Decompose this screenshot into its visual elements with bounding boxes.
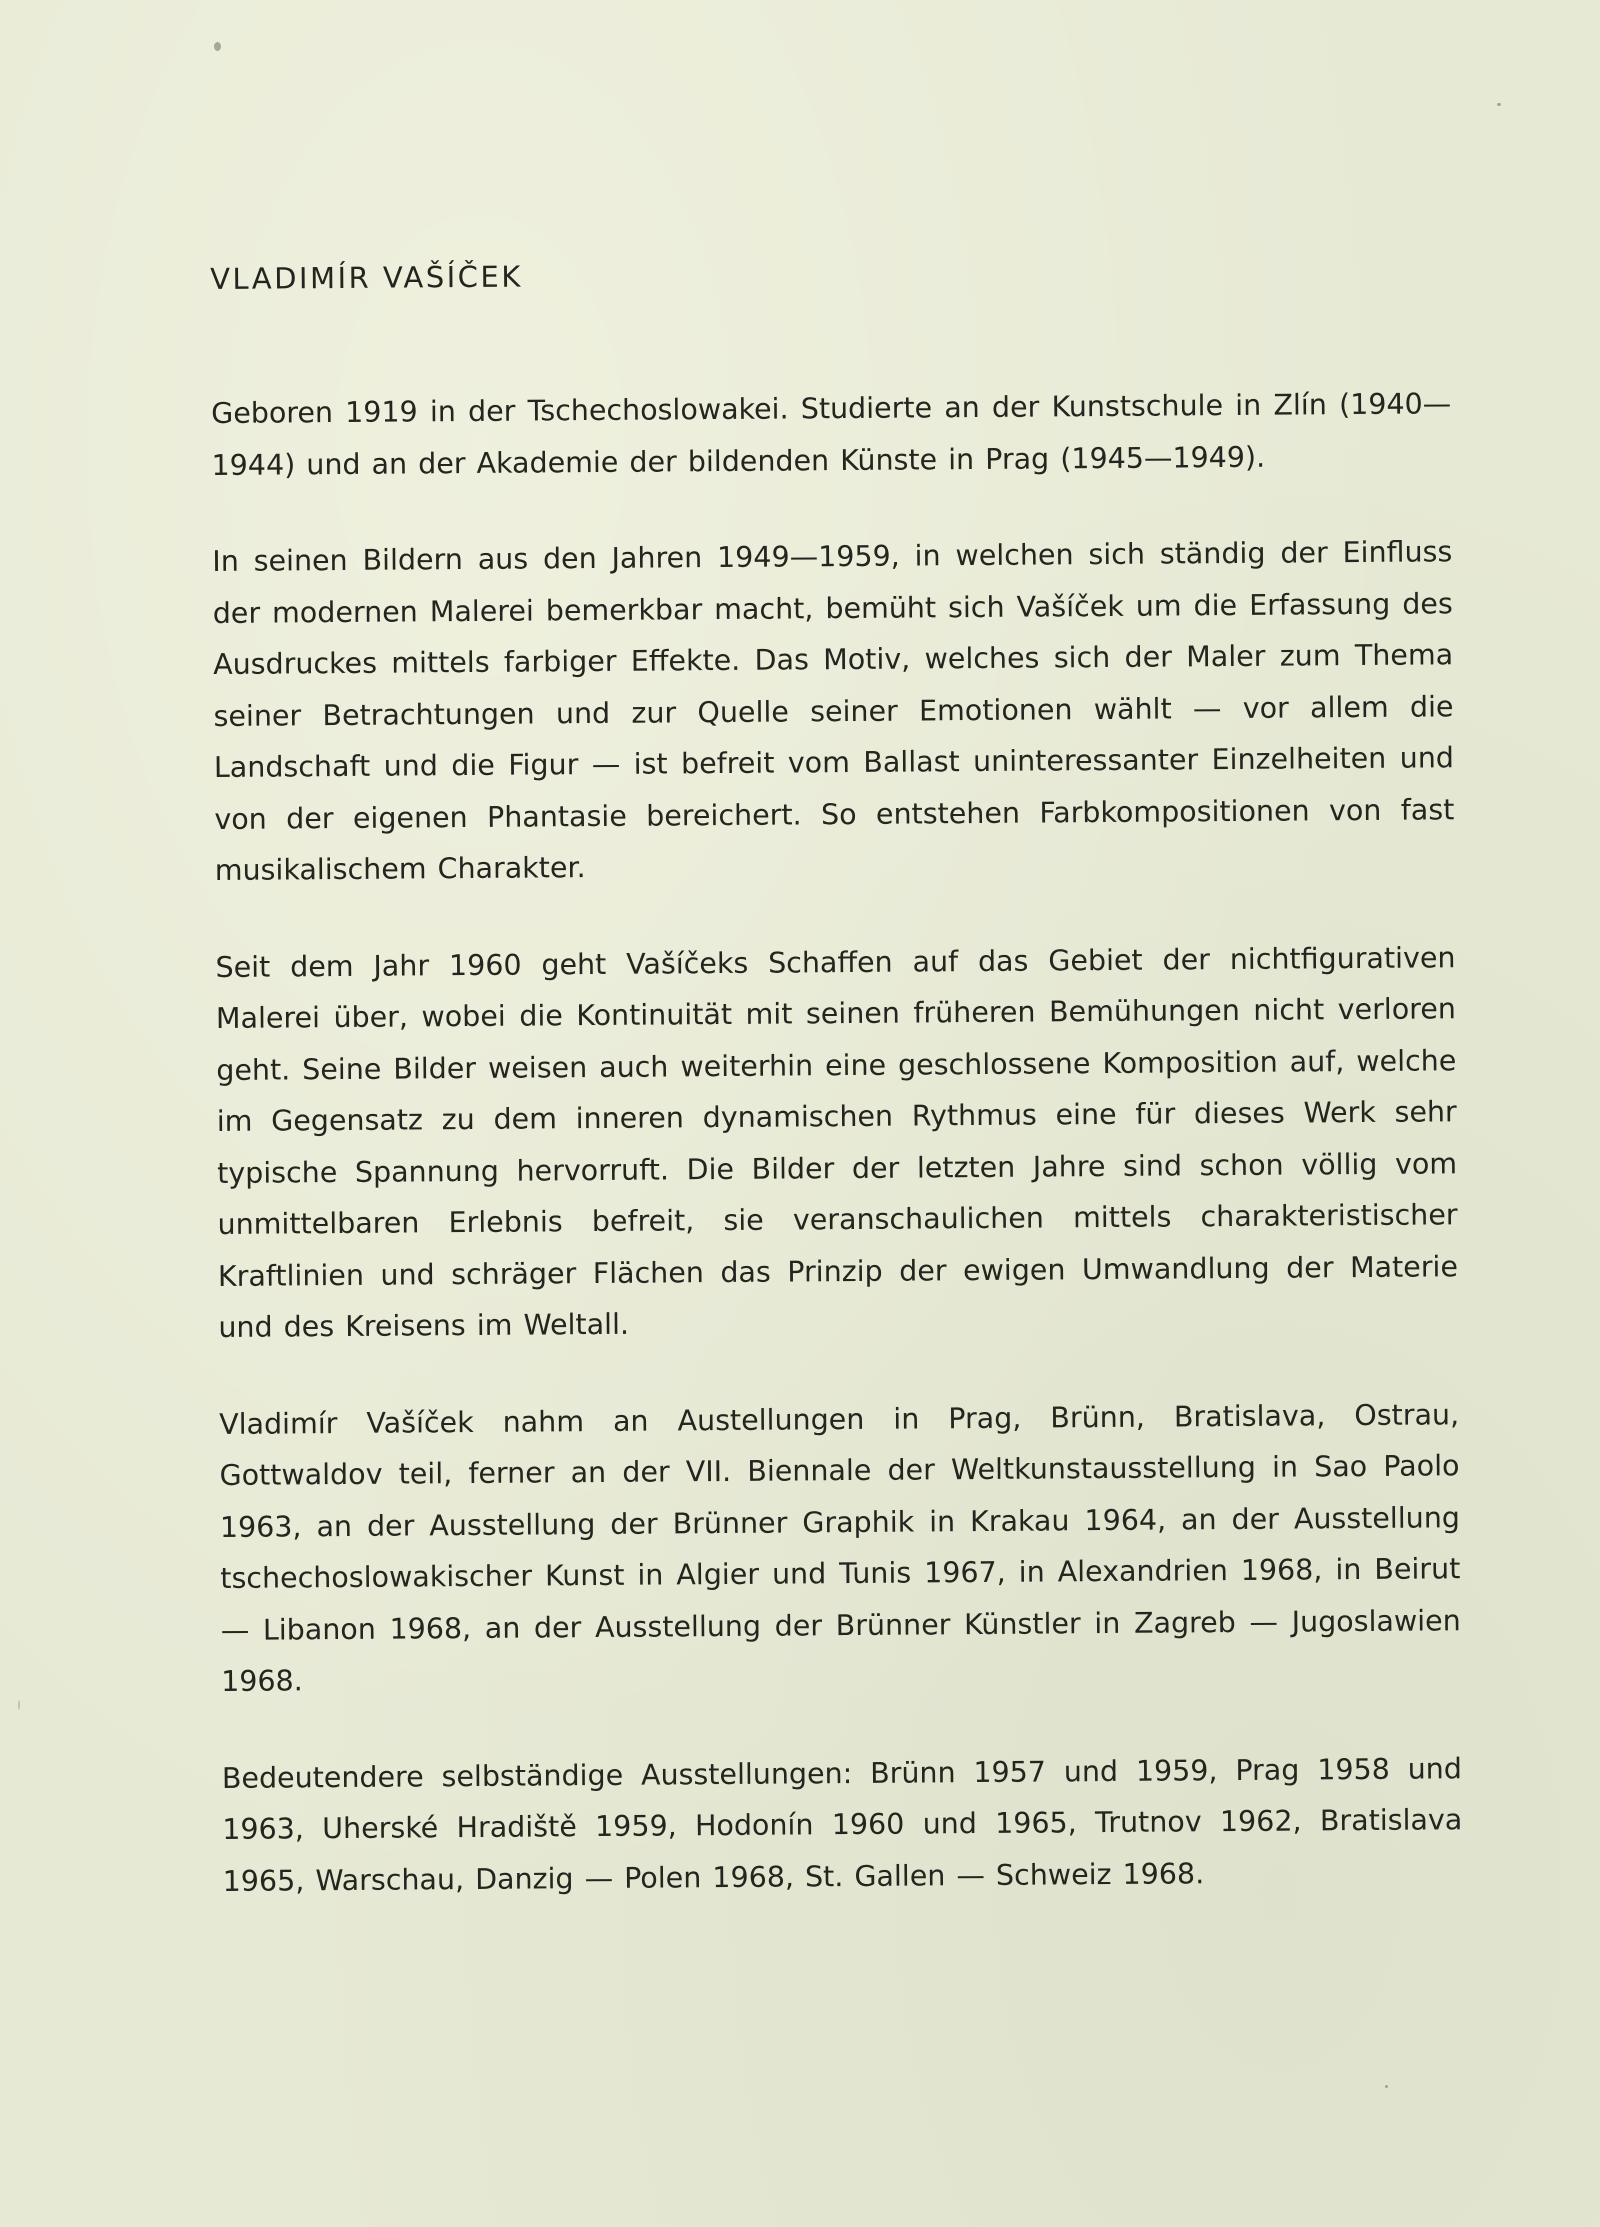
paper-speck bbox=[18, 1700, 20, 1710]
text-column bbox=[210, 252, 1463, 1952]
paper-speck bbox=[1497, 103, 1501, 106]
paragraph-nonfigurative-work: Seit dem Jahr 1960 geht Vašíčeks Schaffen auf das Gebiet der nichtfigurativen Malerei über, wobei die Kontinuität mit seinen früheren Bemühungen nicht verloren geht. Seine Bilder weisen auch weiterhin eine geschlossene Komposition auf, welche im Gegensatz zu dem inneren dynamischen Rythmus eine für dieses Werk sehr typische Spannung hervorruft. Die Bilder der letzten Jahre sind schon völlig vom unmittelbaren Erlebnis befreit, sie veranschaulichen mittels charakteristischer Kraftlinien und schräger Flächen das Prinzip der ewigen Umwandlung der Materie und des Kreisens im Weltall. bbox=[215, 940, 1459, 1344]
paper-speck bbox=[1385, 2085, 1388, 2088]
paragraph-early-work: In seinen Bildern aus den Jahren 1949—1959, in welchen sich ständig der Einfluss der modernen Malerei bemerkbar macht, bemüht sich Vašíček um die Erfassung des Ausdruckes mittels farbiger Effekte. Das Motiv, welches sich der Maler zum Thema seiner Betrachtungen und zur Quelle seiner Emotionen wählt — vor allem die Landschaft und die Figur — ist befreit vom Ballast uninteressanter Einzelheiten und von der eigenen Phantasie bereichert. So entstehen Farbkompositionen von fast musikalischem Charakter. bbox=[212, 535, 1455, 887]
paragraph-solo-exhibitions: Bedeutendere selbständige Ausstellungen: Brünn 1957 und 1959, Prag 1958 und 1963, Uherské Hradiště 1959, Hodonín 1960 und 1965, Trutnov 1962, Bratislava 1965, Warschau, Danzig — Polen 1968, St. Gallen — Schweiz 1968. bbox=[221, 1751, 1463, 1898]
paragraph-group-exhibitions: Vladimír Vašíček nahm an Austellungen in Prag, Brünn, Bratislava, Ostrau, Gottwaldov teil, ferner an der VII. Biennale der Weltkunstausstellung in Sao Paolo 1963, an der Ausstellung der Brünner Graphik in Krakau 1964, an der Ausstellung tschechoslowakischer Kunst in Algier und Tunis 1967, in Alexandrien 1968, in Beirut — Libanon 1968, an der Ausstellung der Brünner Künstler in Zagreb — Jugoslawien 1968. bbox=[218, 1397, 1461, 1698]
artist-name-heading: VLADIMÍR VAŠÍČEK bbox=[210, 259, 523, 296]
paragraph-biography: Geboren 1919 in der Tschechoslowakei. Studierte an der Kunstschule in Zlín (1940—1944) und an der Akademie der bildenden Künste in Prag (1945—1949). bbox=[211, 387, 1452, 482]
paper-speck bbox=[214, 42, 221, 51]
